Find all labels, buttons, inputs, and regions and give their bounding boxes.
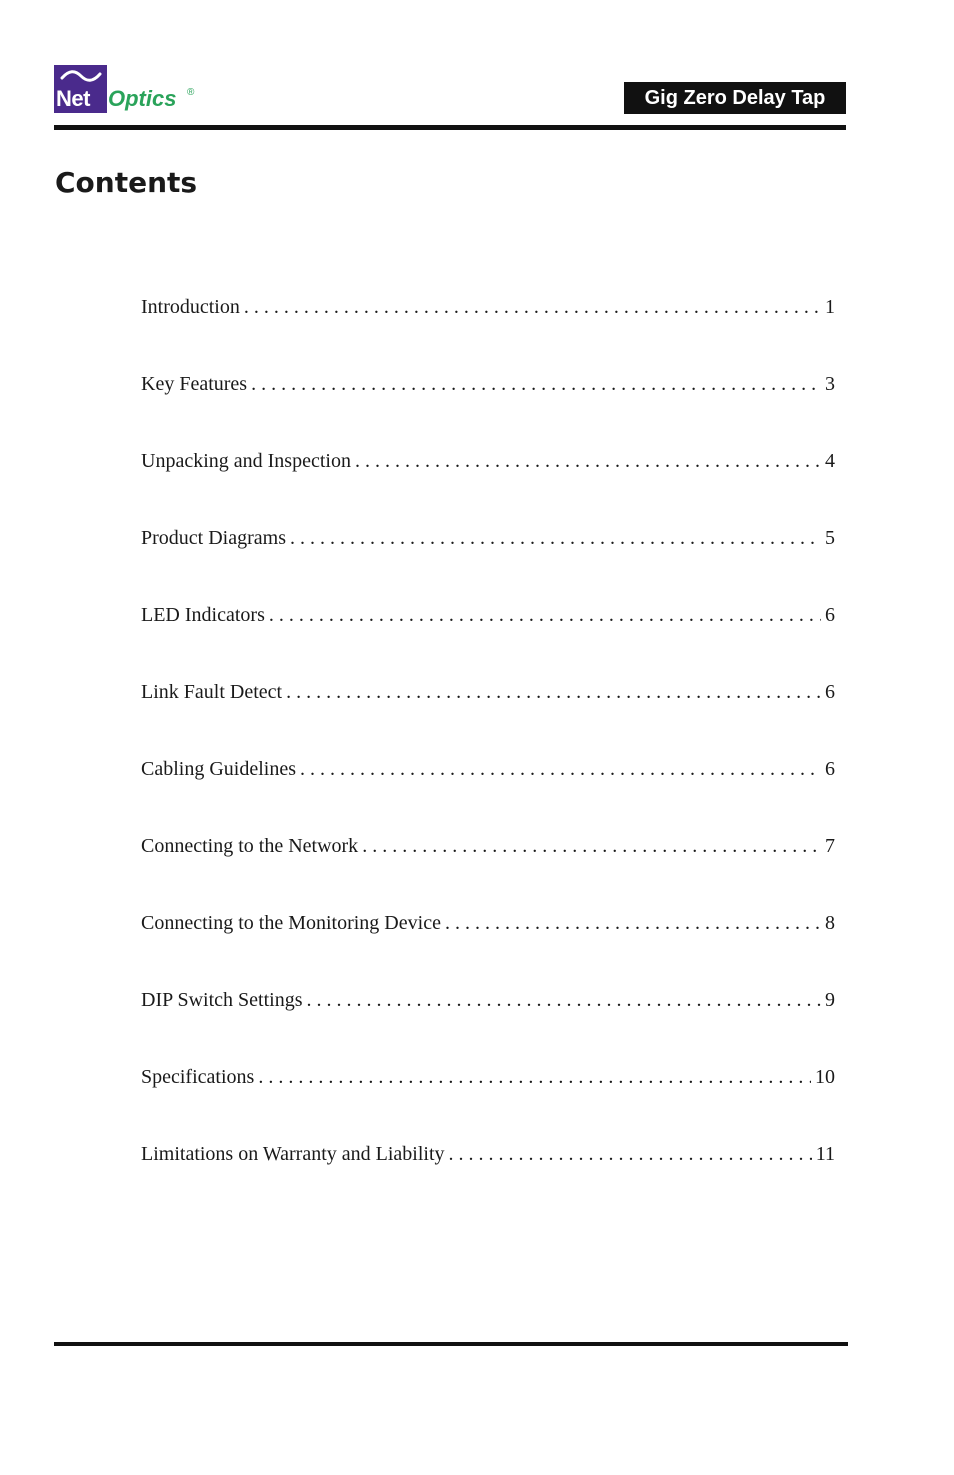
toc-dot-leader [290, 523, 821, 553]
toc-entry[interactable] [141, 446, 835, 523]
toc-dot-leader [258, 1062, 811, 1092]
toc-entry-title: Link Fault Detect [141, 681, 283, 703]
toc-entry[interactable] [141, 908, 835, 985]
toc-entry-title: Unpacking and Inspection [141, 450, 351, 472]
toc-entry-title: Key Features [141, 373, 248, 395]
toc-entry[interactable] [141, 523, 835, 600]
toc-entry-page-number: 6 [825, 758, 835, 780]
toc-dot-leader [362, 831, 821, 861]
toc-dot-leader [307, 985, 822, 1015]
table-of-contents [141, 292, 835, 1216]
wave-icon [60, 69, 102, 83]
page-title: Contents [55, 166, 198, 199]
toc-entry-title: Specifications [141, 1066, 255, 1088]
toc-dot-leader [244, 292, 821, 322]
toc-dot-leader [269, 600, 821, 630]
toc-entry-title: LED Indicators [141, 604, 265, 626]
toc-entry-page-number: 9 [825, 989, 835, 1011]
toc-entry[interactable] [141, 600, 835, 677]
toc-entry[interactable] [141, 1062, 835, 1139]
header-rule [54, 125, 846, 130]
toc-entry-page-number: 6 [825, 681, 835, 703]
logo-net-text: Net [56, 86, 90, 111]
toc-entry-title: Limitations on Warranty and Liability [141, 1143, 445, 1165]
toc-entry[interactable] [141, 754, 835, 831]
toc-entry[interactable] [141, 292, 835, 369]
footer-rule [54, 1342, 848, 1346]
toc-entry-title: Cabling Guidelines [141, 758, 296, 780]
netoptics-logo [54, 65, 214, 115]
toc-entry-page-number: 4 [825, 450, 835, 472]
toc-entry-title: Connecting to the Monitoring Device [141, 912, 441, 934]
toc-entry-page-number: 6 [825, 604, 835, 626]
toc-entry-title: DIP Switch Settings [141, 989, 303, 1011]
toc-dot-leader [251, 369, 821, 399]
toc-entry-page-number: 3 [825, 373, 835, 395]
toc-entry[interactable] [141, 831, 835, 908]
toc-entry-page-number: 11 [815, 1143, 835, 1165]
toc-dot-leader [355, 446, 821, 476]
toc-entry[interactable] [141, 1139, 835, 1216]
registered-mark: ® [187, 87, 195, 98]
logo-box [54, 65, 107, 113]
toc-entry-title: Connecting to the Network [141, 835, 359, 857]
toc-dot-leader [445, 908, 821, 938]
toc-entry-page-number: 10 [815, 1066, 835, 1088]
toc-entry-page-number: 8 [825, 912, 835, 934]
product-name-badge: Gig Zero Delay Tap [624, 82, 846, 114]
toc-entry-page-number: 1 [825, 296, 835, 318]
toc-dot-leader [449, 1139, 812, 1169]
toc-entry[interactable] [141, 677, 835, 754]
toc-entry[interactable] [141, 985, 835, 1062]
toc-entry-title: Product Diagrams [141, 527, 286, 549]
toc-dot-leader [300, 754, 821, 784]
toc-entry-page-number: 5 [825, 527, 835, 549]
toc-entry-page-number: 7 [825, 835, 835, 857]
logo-optics-text: Optics [108, 86, 177, 111]
toc-dot-leader [286, 677, 821, 707]
toc-entry-title: Introduction [141, 296, 240, 318]
toc-entry[interactable] [141, 369, 835, 446]
